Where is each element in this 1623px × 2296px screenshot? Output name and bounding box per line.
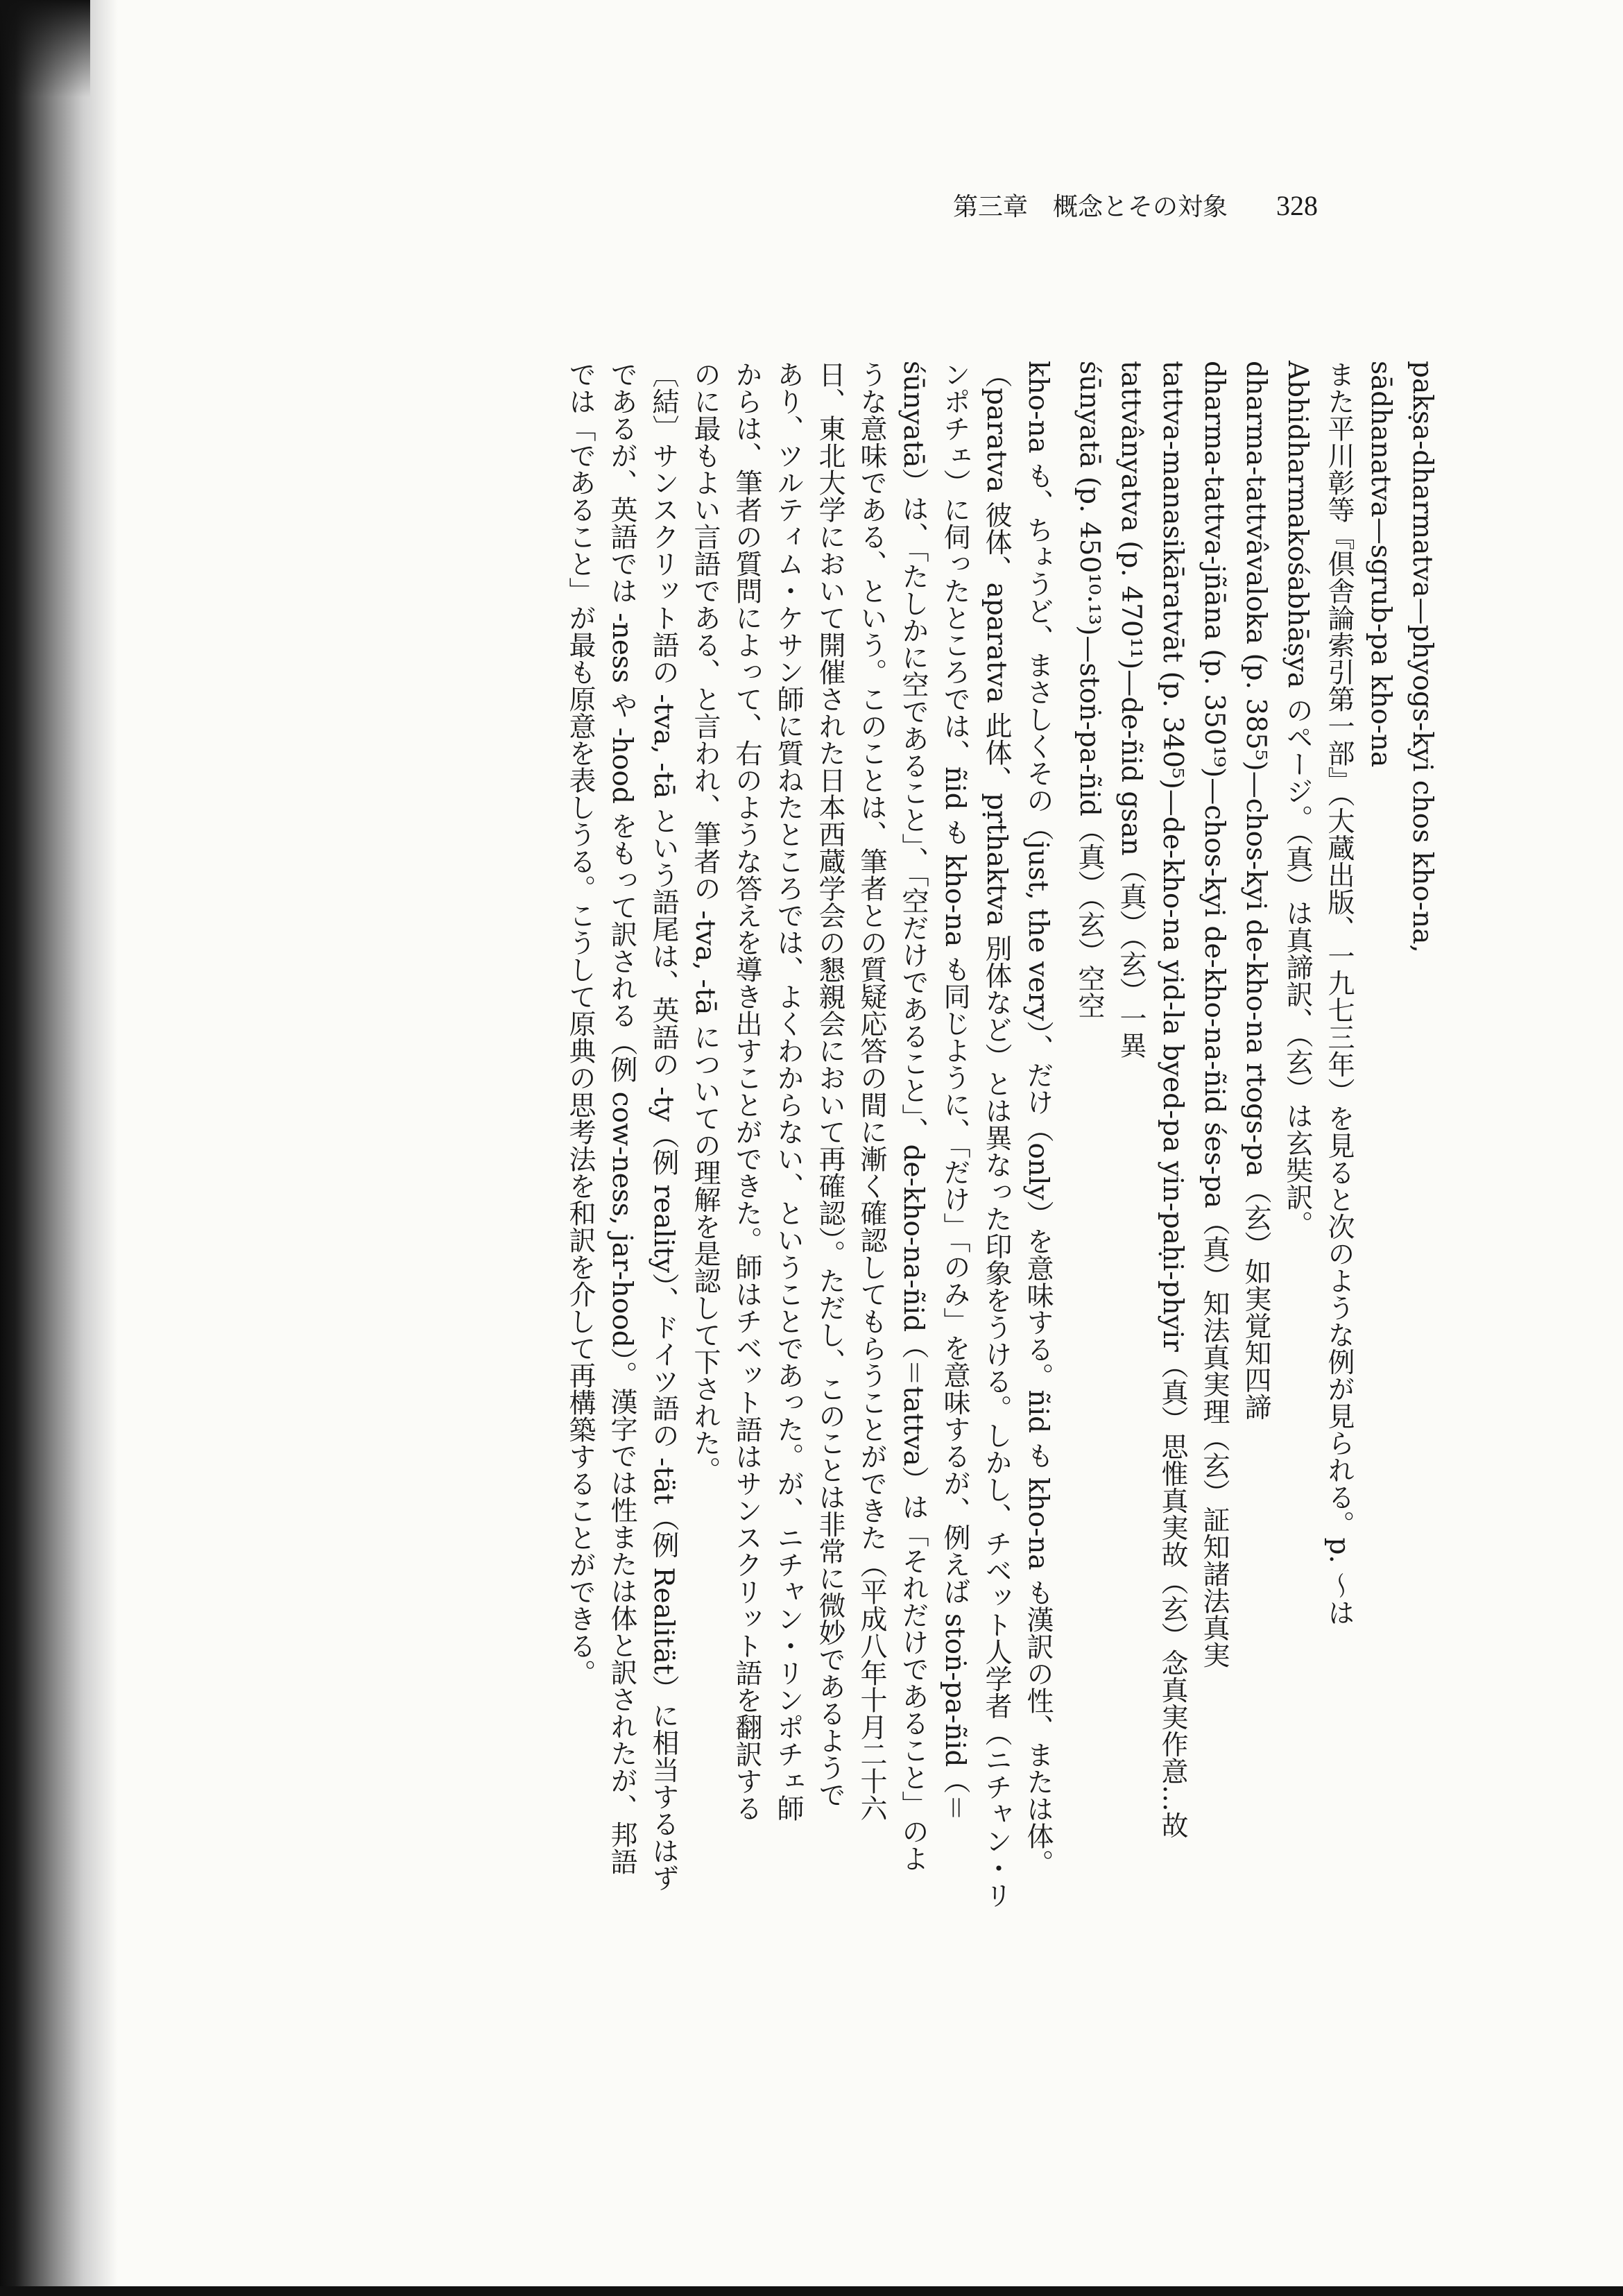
scan-spine-shadow <box>0 0 118 2296</box>
text-line-16: あり、ツルティム・ケサン師に質ねたところでは、よくわからない、ということであった。が、ニチャン・リンポチェ師 <box>773 361 804 1822</box>
page-number: 328 <box>1276 190 1318 221</box>
text-line-4: Abhidharmakośabhāṣya のページ。（真）は真諦訳、（玄）は玄奘訳。 <box>1282 361 1313 1238</box>
text-line-1: pakṣa-dharmatva—phyogs-kyi chos kho-na, <box>1407 361 1438 953</box>
text-line-17: からは、筆者の質問によって、右のような答えを導き出すことができた。師はチベット語はサンスクリット語を翻訳する <box>731 361 762 1822</box>
running-header <box>953 187 1318 223</box>
text-line-13: śūnyatā）は、「たしかに空であること」、「空だけであること」、de-kho-na-ñid（＝tattva）は「それだけであること」のよ <box>898 361 929 1872</box>
text-line-20: であるが、英語では -ness や -hood をもって訳される（例 cow-ness, jar-hood）。漢字では性または体と訳されたが、邦語 <box>606 361 637 1876</box>
text-line-21: では「であること」が最も原意を表しうる。こうして原典の思考法を和訳を介して再構築することができる。 <box>565 361 596 1686</box>
chapter-title: 第三章 概念とその対象 <box>952 193 1228 221</box>
text-line-2: sādhanatva—sgrub-pa kho-na <box>1365 361 1396 768</box>
text-line-15: 日、東北大学において開催された日本西蔵学会の懇親会において再確認）。ただし、このことは非常に微妙であるようで <box>814 361 845 1808</box>
text-line-5: dharma-tattvâvaloka (p. 385⁵)—chos-kyi de-kho-na rtogs-pa（玄）如実覚知四諦 <box>1240 361 1271 1421</box>
scan-corner-shadow <box>0 0 90 97</box>
text-line-3: また平川彰等『倶舎論索引第一部』（大蔵出版、一九七三年）を見ると次のような例が見られる。p. 〜は <box>1323 361 1355 1627</box>
text-line-8: tattvânyatva (p. 470¹¹)—de-ñid gsan（真）（玄）一異 <box>1115 361 1147 1059</box>
scan-bottom-edge <box>0 2286 1623 2296</box>
text-line-9: śūnyatā (p. 450¹⁰·¹³)—stoṅ-pa-ñid（真）（玄）空空 <box>1074 361 1105 1020</box>
paragraph-gap <box>1058 361 1068 2136</box>
text-line-11: （paratva 彼体、aparatva 此体、pṛthaktva 別体など）とは異なった印象をうける。しかし、チベット人学者（ニチャン・リ <box>981 361 1012 1909</box>
text-line-6: dharma-tattva-jñāna (p. 350¹⁹)—chos-kyi de-kho-na-ñid śes-pa（真）知法真実理（玄）証知諸法真実 <box>1199 361 1230 1669</box>
text-line-19: 〔結〕サンスクリット語の -tva, -tā という語尾は、英語の -ty（例 reality）、ドイツ語の -tät（例 Realität）に相当するはず <box>648 361 679 1892</box>
text-line-18: のに最もよい言語である、と言われ、筆者の -tva, -tā についての理解を是認して下された。 <box>689 361 721 1484</box>
text-line-14: うな意味である、という。このことは、筆者との質疑応答の間に漸く確認してもらうことができた（平成八年十月二十六 <box>856 361 887 1822</box>
text-line-7: tattva-manasikāratvāt (p. 340⁵)—de-kho-na yid-la byed-pa yin-paḥi-phyir（真）思惟真実故（玄）念真実作意…故 <box>1157 361 1188 1839</box>
text-body <box>236 361 1443 2136</box>
text-line-12: ンポチェ）に伺ったところでは、ñid も kho-na も同じように、「だけ」「のみ」を意味するが、例えば stoṅ-pa-ñid（＝ <box>939 361 970 1822</box>
text-line-10: kho-na も、ちょうど、まさしくその（just, the very）、だけ（only）を意味する。ñid も kho-na も漢訳の性、または体。 <box>1022 361 1054 1877</box>
